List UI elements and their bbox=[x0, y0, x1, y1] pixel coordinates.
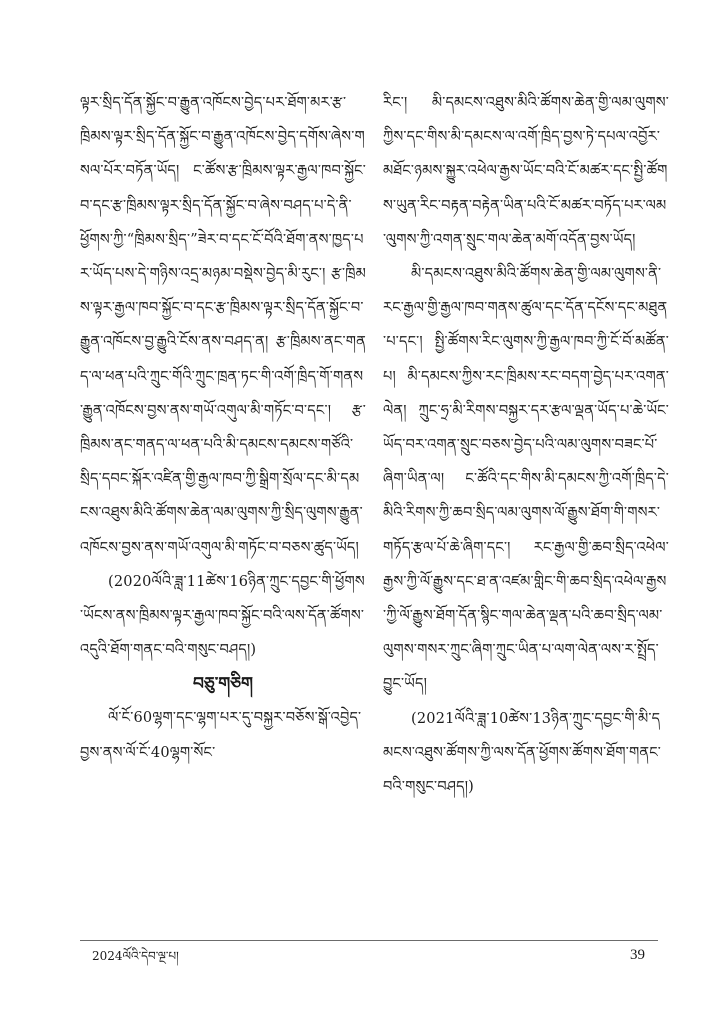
right-paragraph-2: མི་དམངས་འཐུས་མིའི་ཚོགས་ཆེན་གྱི་ལམ་ལུགས་ནི་རང་རྒྱལ་གྱི་རྒྱལ་ཁབ་གནས་ཚུལ་དང་དོན་དངོས་དང་མཐུན་པ་དང་། སྤྱི་ཚོགས་རིང་ལུགས་ཀྱི་རྒྱལ་ཁབ་ཀྱི་ངོ་བོ་མཚོན་པ། མི་དམངས་ཀྱིས་རང་ཁྲིམས་རང་བདག་བྱེད་པར་འགན་ལེན། ཀྲུང་ཧྲ་མི་རིགས་བསྐྱར་དར་རྩལ་ལྡན་ཡོད་པ་ཆེ་ཡོང་ཡོད་བར་འགན་སྲུང་བཅས་བྱེད་པའི་ལམ་ལུགས་བཟང་པོ་ཞིག་ཡིན་ལ། ང་ཚོའི་དང་གིས་མི་དམངས་ཀྱི་འགོ་ཁྲིད་དེ་མིའི་རིགས་ཀྱི་ཆབ་སྲིད་ལམ་ལུགས་ལོ་རྒྱུས་ཐོག་གི་གསར་གཏོད་རྩལ་པོ་ཆེ་ཞིག་དང་། རང་རྒྱལ་གྱི་ཆབ་སྲིད་འཕེལ་རྒྱས་ཀྱི་ལོ་རྒྱུས་དང་ཐ་ན་འཛམ་གླིང་གི་ཆབ་སྲིད་འཕེལ་རྒྱས་ཀྱི་ལོ་རྒྱུས་ཐོག་དོན་སྙིང་གལ་ཆེན་ལྡན་པའི་ཆབ་སྲིད་ལམ་ལུགས་གསར་ཀྲུང་ཞིག་ཀྲུང་ཡིན་པ་ལག་ལེན་ལས་ར་སྤྲོད་བྱུང་ཡོད། bbox=[383, 266, 669, 693]
left-column bbox=[80, 86, 366, 770]
left-citation: (2020ལོའི་ཟླ་11ཚེས་16ཉིན་ཀྲུང་དབྱང་གི་ཕྱོགས་ཡོངས་ནས་ཁྲིམས་ལྟར་རྒྱལ་ཁབ་སྐྱོང་བའི་ལས་དོན་ཚོགས་འདུའི་ཐོག་གནང་བའི་གསུང་བཤད།) bbox=[80, 573, 365, 659]
left-paragraph-1: ལྟར་སྲིད་དོན་སྐྱོང་བ་རྒྱུན་འཁོངས་བྱེད་པར་ཐོག་མར་རྩ་ཁྲིམས་ལྟར་སྲིད་དོན་སྐྱོང་བ་རྒྱུན་འཁོངས་བྱེད་དགོས་ཞེས་གསལ་པོར་བཏོན་ཡོད། ང་ཚོས་རྩ་ཁྲིམས་ལྟར་རྒྱལ་ཁབ་སྐྱོང་བ་དང་རྩ་ཁྲིམས་ལྟར་སྲིད་དོན་སྐྱོང་བ་ཞེས་བཤད་པ་དེ་ནི་ཕྱོགས་ཀྱི་“ཁྲིམས་སྲིད་”ཟེར་བ་དང་ངོ་བོའི་ཐོག་ནས་ཁྱད་པར་ཡོད་པས་དེ་གཉིས་འདྲ་མཉམ་བསྡེས་བྱེད་མི་རུང་། རྩ་ཁྲིམས་ལྟར་རྒྱལ་ཁབ་སྐྱོང་བ་དང་རྩ་ཁྲིམས་ལྟར་སྲིད་དོན་སྐྱོང་བ་རྒྱུན་འཁོངས་བྱ་རྒྱུའི་ངོས་ནས་བཤད་ན། རྩ་ཁྲིམས་ནང་གནད་ལ་ཕན་པའི་ཀྲུང་གོའི་ཀྲུང་ཁྲན་ཏང་གི་འགོ་ཁྲིད་གོ་གནས་རྒྱུན་འཁོངས་བྱས་ནས་གཡོ་འགུལ་མི་གཏོང་བ་དང་། རྩ་ཁྲིམས་ནང་གནད་ལ་ཕན་པའི་མི་དམངས་དམངས་གཙོའི་སྲིད་དབང་སྐོར་འཛིན་གྱི་རྒྱལ་ཁབ་ཀྱི་སྒྲིག་སྲོལ་དང་མི་དམངས་འཐུས་མིའི་ཚོགས་ཆེན་ལམ་ལུགས་ཀྱི་སྲིད་ལུགས་རྒྱུན་འཁོངས་བྱས་ནས་གཡོ་འགུལ་མི་གཏོང་བ་བཅས་ཚུད་ཡོད། bbox=[80, 95, 366, 556]
right-citation: (2021ལོའི་ཟླ་10ཚེས་13ཉིན་ཀྲུང་དབྱང་གི་མི་དམངས་འཐུས་ཚོགས་ཀྱི་ལས་དོན་ཕྱོགས་ཚོགས་ཐོག་གནང་བའི་གསུང་བཤད།) bbox=[383, 710, 662, 796]
page-number: 39 bbox=[630, 947, 645, 963]
footer-issue: 2024ལོའི་དེབ་ལྔ་པ། bbox=[92, 949, 179, 963]
right-column bbox=[383, 86, 669, 804]
left-paragraph-2: ལོ་ངོ་60ལྷག་དང་ལྷག་པར་དུ་བསྐྱར་བཅོས་སྒོ་འབྱེད་བྱས་ནས་ལོ་ངོ་40ལྷག་སོང་ bbox=[80, 710, 362, 761]
right-paragraph-1: རིང་། མི་དམངས་འཐུས་མིའི་ཚོགས་ཆེན་གྱི་ལམ་ལུགས་ཀྱིས་དང་གིས་མི་དམངས་ལ་འགོ་ཁྲིད་བྱས་ཏེ་དཔལ་འབྱོར་མཐོང་ཉམས་སྐྱུར་འཕེལ་རྒྱས་ཡོང་བའི་ངོ་མཚར་དང་སྤྱི་ཚོགས་ཡུན་རིང་བརྟན་བརྟེན་ཡིན་པའི་ངོ་མཚར་བཏོད་པར་ལམ་ལུགས་ཀྱི་འགན་སྲུང་གལ་ཆེན་མགོ་འདོན་བྱས་ཡོད། bbox=[383, 95, 669, 248]
section-heading: བཅུ་གཅིག bbox=[192, 674, 254, 695]
footer-divider bbox=[80, 940, 658, 941]
